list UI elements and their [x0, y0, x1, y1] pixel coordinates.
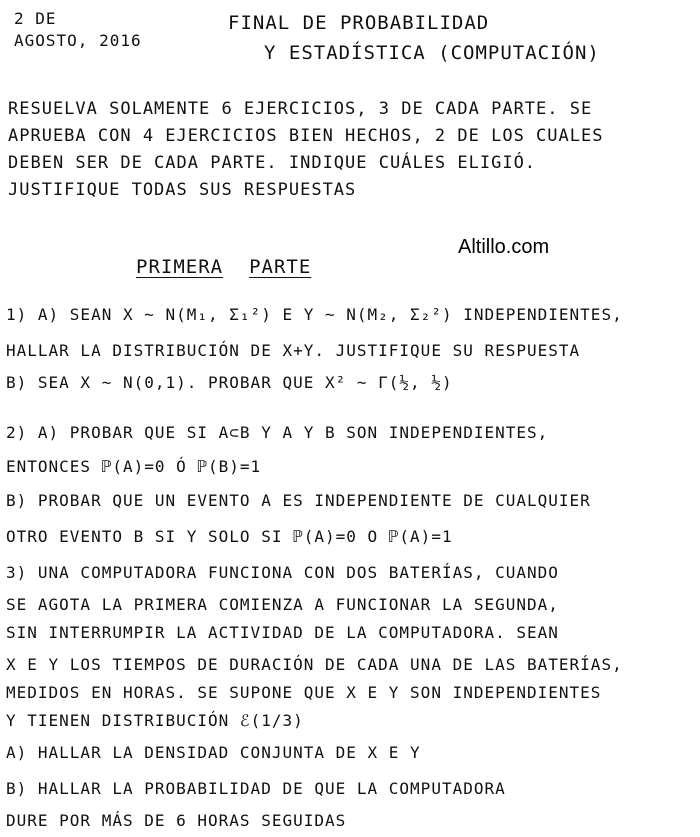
exercise-line: 2) A) PROBAR QUE SI A⊂B Y A Y B SON INDEPENDIENTES, — [6, 423, 549, 442]
exercise-line: Y TIENEN DISTRIBUCIÓN ℰ(1/3) — [6, 711, 304, 730]
title-line-2: Y ESTADÍSTICA (COMPUTACIÓN) — [264, 42, 600, 64]
exercise-line: B) PROBAR QUE UN EVENTO A ES INDEPENDIENTE DE CUALQUIER — [6, 491, 591, 510]
exercise-line: MEDIDOS EN HORAS. SE SUPONE QUE X E Y SON INDEPENDIENTES — [6, 683, 602, 702]
part-heading-word: PARTE — [249, 256, 312, 278]
instruction-line: DEBEN SER DE CADA PARTE. INDIQUE CUÁLES ELIGIÓ. — [8, 153, 537, 173]
instructions — [8, 96, 603, 204]
exercise-line: B) HALLAR LA PROBABILIDAD DE QUE LA COMPUTADORA — [6, 779, 506, 798]
exercise-line: DURE POR MÁS DE 6 HORAS SEGUIDAS — [6, 811, 347, 830]
instruction-line: APRUEBA CON 4 EJERCICIOS BIEN HECHOS, 2 DE LOS CUALES — [8, 126, 604, 146]
title-line-1: FINAL DE PROBABILIDAD — [228, 12, 490, 34]
exercise-line: B) SEA X ~ N(0,1). PROBAR QUE X² ~ Γ(½, ½) — [6, 373, 453, 392]
date-month-year: AGOSTO, 2016 — [14, 31, 142, 50]
part-heading — [136, 256, 337, 278]
part-heading-word: PRIMERA — [136, 256, 224, 278]
date-day: 2 DE — [14, 9, 57, 28]
exercise-line: ENTONCES ℙ(A)=0 Ó ℙ(B)=1 — [6, 457, 262, 476]
exercise-line: HALLAR LA DISTRIBUCIÓN DE X+Y. JUSTIFIQUE SU RESPUESTA — [6, 341, 581, 360]
instruction-line: RESUELVA SOLAMENTE 6 EJERCICIOS, 3 DE CADA PARTE. SE — [8, 99, 593, 119]
exercise-line: X E Y LOS TIEMPOS DE DURACIÓN DE CADA UNA DE LAS BATERÍAS, — [6, 655, 623, 674]
exam-title — [228, 8, 600, 68]
watermark: Altillo.com — [458, 236, 550, 258]
exercise-line: A) HALLAR LA DENSIDAD CONJUNTA DE X E Y — [6, 743, 421, 762]
instruction-line: JUSTIFIQUE TODAS SUS RESPUESTAS — [8, 180, 357, 200]
exercise-line: SE AGOTA LA PRIMERA COMIENZA A FUNCIONAR LA SEGUNDA, — [6, 595, 559, 614]
exam-date — [14, 8, 142, 52]
exercise-line: OTRO EVENTO B SI Y SOLO SI ℙ(A)=0 O ℙ(A)=1 — [6, 527, 453, 546]
exercise-line: SIN INTERRUMPIR LA ACTIVIDAD DE LA COMPUTADORA. SEAN — [6, 623, 559, 642]
exercise-line: 1) A) SEAN X ~ N(Μ₁, Σ₁²) E Y ~ N(Μ₂, Σ₂²) INDEPENDIENTES, — [6, 305, 623, 324]
exercise-line: 3) UNA COMPUTADORA FUNCIONA CON DOS BATERÍAS, CUANDO — [6, 563, 559, 582]
